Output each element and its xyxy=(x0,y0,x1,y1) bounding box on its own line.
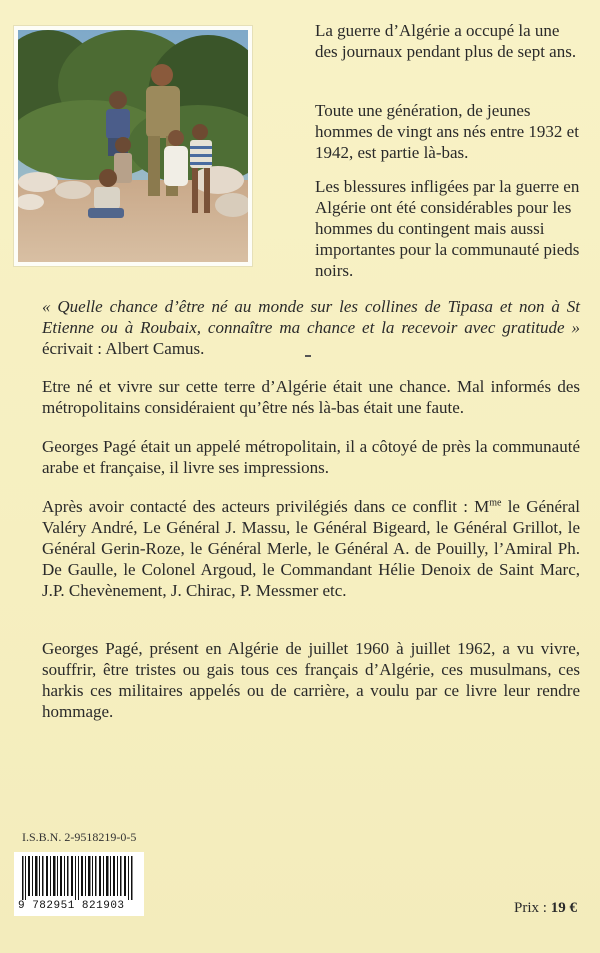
paragraph-3-text: Les blessures infligées par la guerre en Algérie ont été considérables pour les hommes du contingent mais aussi importantes pour la communauté pieds noirs. xyxy=(315,177,580,280)
camus-quote xyxy=(42,296,580,359)
paragraph-6-rest: le Général Valéry André, Le Général J. Massu, le Général Bigeard, le Général Grillot, le Général Gerin-Roze, le Général Merle, le Général A. de Pouilly, l’Amiral Ph. De Gaulle, le Colonel Argoud, le Commandant Hélie Denoix de Saint Marc, J.P. Chevènement, J. Chirac, P. Messmer etc. xyxy=(42,497,580,600)
photo-illustration xyxy=(18,30,248,262)
paragraph-2 xyxy=(315,100,583,163)
paragraph-6-text xyxy=(42,496,580,601)
barcode-bars xyxy=(20,856,138,900)
stray-dash-mark xyxy=(305,355,311,357)
paragraph-4 xyxy=(42,376,580,418)
paragraph-6-start: Après avoir contacté des acteurs privilégiés dans ce conflit : M xyxy=(42,497,490,516)
paragraph-1-text: La guerre d’Algérie a occupé la une des journaux pendant plus de sept ans. xyxy=(315,21,577,61)
paragraph-4-text: Etre né et vivre sur cette terre d’Algérie était une chance. Mal informés des métropolitains considéraient qu’être nés là-bas était une faute. xyxy=(42,377,580,417)
paragraph-2-text: Toute une génération, de jeunes hommes de vingt ans nés entre 1932 et 1942, est partie là-bas. xyxy=(315,101,579,162)
paragraph-1 xyxy=(315,20,583,62)
barcode-digits: 9 782951 821903 xyxy=(18,900,125,912)
price-label: Prix : xyxy=(514,900,551,916)
paragraph-3 xyxy=(315,176,583,281)
camus-quote-text xyxy=(42,296,580,359)
price xyxy=(514,900,577,917)
quote-italic: « Quelle chance d’être né au monde sur les collines de Tipasa et non à St Etienne ou à Roubaix, connaître ma chance et la recevoir avec gratitude » xyxy=(42,297,580,337)
paragraph-7-text: Georges Pagé, présent en Algérie de juillet 1960 à juillet 1962, a vu vivre, souffrir, être tristes ou gais tous ces français d’Algérie, ces musulmans, ces harkis ces militaires appelés ou de carrière, a voulu par ce livre leur rendre hommage. xyxy=(42,639,580,721)
quote-attribution: écrivait : Albert Camus. xyxy=(42,339,205,358)
barcode xyxy=(14,852,144,916)
isbn-label: I.S.B.N. 2-9518219-0-5 xyxy=(22,830,137,844)
madame-superscript: me xyxy=(489,497,502,509)
paragraph-5 xyxy=(42,436,580,478)
paragraph-5-text: Georges Pagé était un appelé métropolitain, il a côtoyé de près la communauté arabe et française, il livre ses impressions. xyxy=(42,437,580,477)
cover-photo xyxy=(14,26,252,266)
price-value: 19 € xyxy=(550,900,577,916)
paragraph-6 xyxy=(42,496,580,601)
paragraph-7 xyxy=(42,638,580,722)
